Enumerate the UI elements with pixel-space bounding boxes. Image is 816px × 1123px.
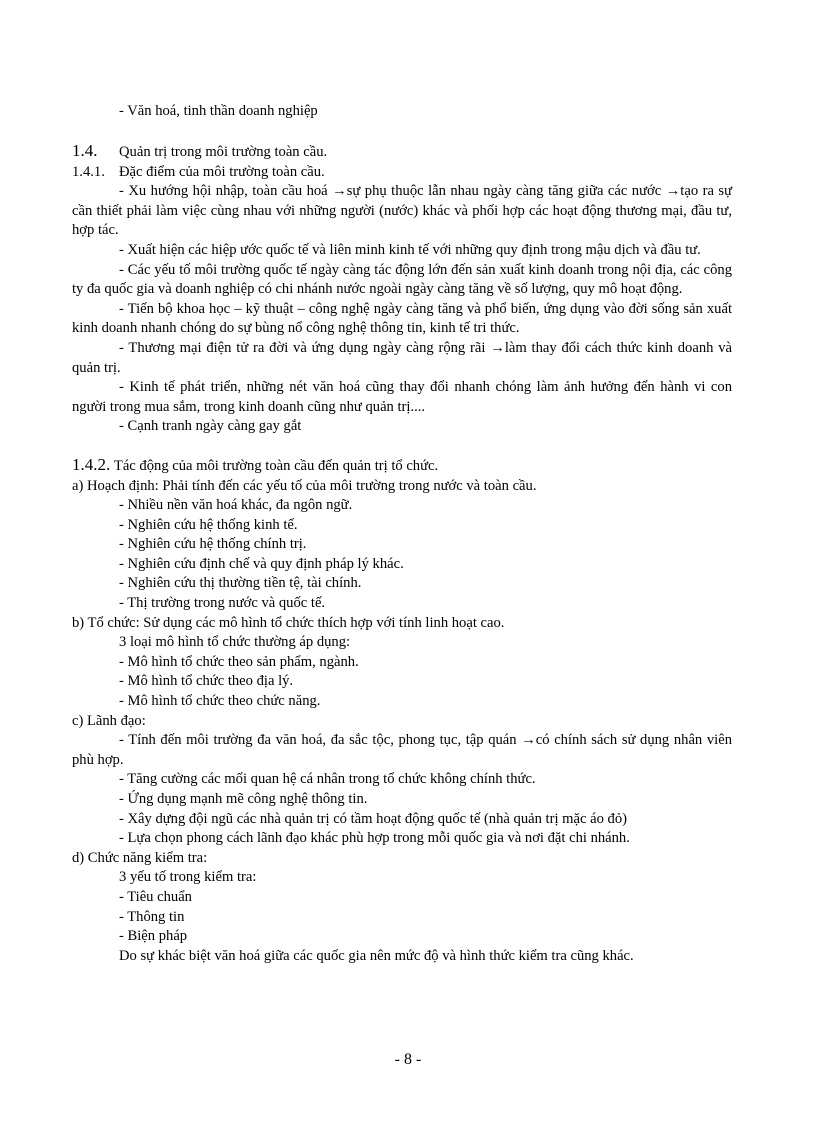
paragraph: - Các yếu tố môi trường quốc tế ngày càng tác động lớn đến sản xuất kinh doanh trong nội địa, các công ty đa quốc gia và doanh nghiệp có chi nhánh nước ngoài ngày càng tăng về số lượng, quy mô hoạt động. [72, 261, 732, 298]
list-item: - Mô hình tổ chức theo chức năng. [119, 693, 321, 710]
paragraph: - Tính đến môi trường đa văn hoá, đa sắc tộc, phong tục, tập quán →có chính sách sử dụng nhân viên phù hợp. [72, 732, 732, 768]
paragraph: - Cạnh tranh ngày càng gay gắt [119, 418, 302, 435]
list-item: - Biện pháp [119, 928, 188, 945]
list-item: - Nghiên cứu định chế và quy định pháp lý khác. [119, 555, 404, 572]
list-item: - Nghiên cứu thị thường tiền tệ, tài chính. [119, 575, 362, 592]
list-item: Do sự khác biệt văn hoá giữa các quốc gia nên mức độ và hình thức kiểm tra cũng khác. [119, 947, 634, 964]
list-item: - Mô hình tổ chức theo sản phẩm, ngành. [119, 653, 359, 670]
list-item: - Thị trường trong nước và quốc tế. [119, 595, 326, 612]
section-number: 1.4.1. [72, 163, 105, 180]
section-1-4-heading [72, 140, 732, 163]
paragraph: - Tiến bộ khoa học – kỹ thuật – công nghệ ngày càng tăng và phổ biến, ứng dụng vào đời sống sản xuất kinh doanh nhanh chóng do sự bùng nổ công nghệ thông tin, kinh tế tri thức. [72, 300, 732, 337]
list-item: - Nghiên cứu hệ thống chính trị. [119, 536, 307, 553]
section-title: Tác động của môi trường toàn cầu đến quản trị tổ chức. [113, 457, 439, 474]
list-item: 3 loại mô hình tổ chức thường áp dụng: [119, 634, 351, 651]
section-1-4-2-heading [72, 455, 732, 477]
list-item: - Tiêu chuẩn [119, 888, 192, 905]
section-number: 1.4. [72, 140, 98, 160]
list-item: - Ứng dụng mạnh mẽ công nghệ thông tin. [119, 791, 368, 807]
list-item: - Nhiều nền văn hoá khác, đa ngôn ngữ. [119, 497, 353, 514]
page-number: - 8 - [394, 1051, 422, 1068]
culture-line: - Văn hoá, tinh thần doanh nghiệp [119, 103, 318, 119]
paragraph: - Xuất hiện các hiệp ước quốc tế và liên minh kinh tế với những quy định trong mậu dịch và đầu tư. [119, 241, 701, 258]
list-item: - Tăng cường các mối quan hệ cá nhân trong tổ chức không chính thức. [119, 771, 536, 788]
list-item: - Xây dựng đội ngũ các nhà quản trị có tầm hoạt động quốc tế (nhà quản trị mặc áo đỏ) [119, 810, 627, 827]
paragraph: - Xu hướng hội nhập, toàn cầu hoá →sự phụ thuộc lẫn nhau ngày càng tăng giữa các nước →tạo ra sự cần thiết phải làm việc cùng nhau với những người (nước) khác và phối hợp các hoạt động thương mại, đầu tư, hợp tác. [72, 183, 732, 239]
list-item: - Mô hình tổ chức theo địa lý. [119, 673, 294, 690]
leading-heading: c) Lãnh đạo: [72, 712, 146, 729]
page-content [72, 102, 732, 966]
section-title: Quản trị trong môi trường toàn cầu. [119, 143, 328, 160]
section-title: Đặc điểm của môi trường toàn cầu. [119, 163, 325, 180]
paragraph: - Kinh tế phát triển, những nét văn hoá cũng thay đổi nhanh chóng làm ảnh hưởng đến hành vi con người trong mua sắm, trong kinh doanh cũng như quản trị.... [72, 379, 732, 415]
list-item: - Lựa chọn phong cách lãnh đạo khác phù hợp trong mỗi quốc gia và nơi đặt chi nhánh. [119, 830, 630, 847]
controlling-heading: d) Chức năng kiểm tra: [72, 849, 208, 866]
planning-heading: a) Hoạch định: Phải tính đến các yếu tố của môi trường trong nước và toàn cầu. [72, 477, 537, 494]
list-item: 3 yếu tố trong kiểm tra: [119, 869, 257, 886]
section-number: 1.4.2. [72, 454, 111, 474]
list-item: - Nghiên cứu hệ thống kinh tế. [119, 516, 298, 533]
list-item: - Thông tin [119, 908, 185, 925]
section-1-4-1-heading [72, 163, 732, 183]
paragraph: - Thương mại điện tử ra đời và ứng dụng ngày càng rộng rãi →làm thay đổi cách thức kinh doanh và quản trị. [72, 339, 732, 376]
organizing-heading: b) Tổ chức: Sử dụng các mô hình tổ chức thích hợp với tính linh hoạt cao. [72, 614, 505, 631]
